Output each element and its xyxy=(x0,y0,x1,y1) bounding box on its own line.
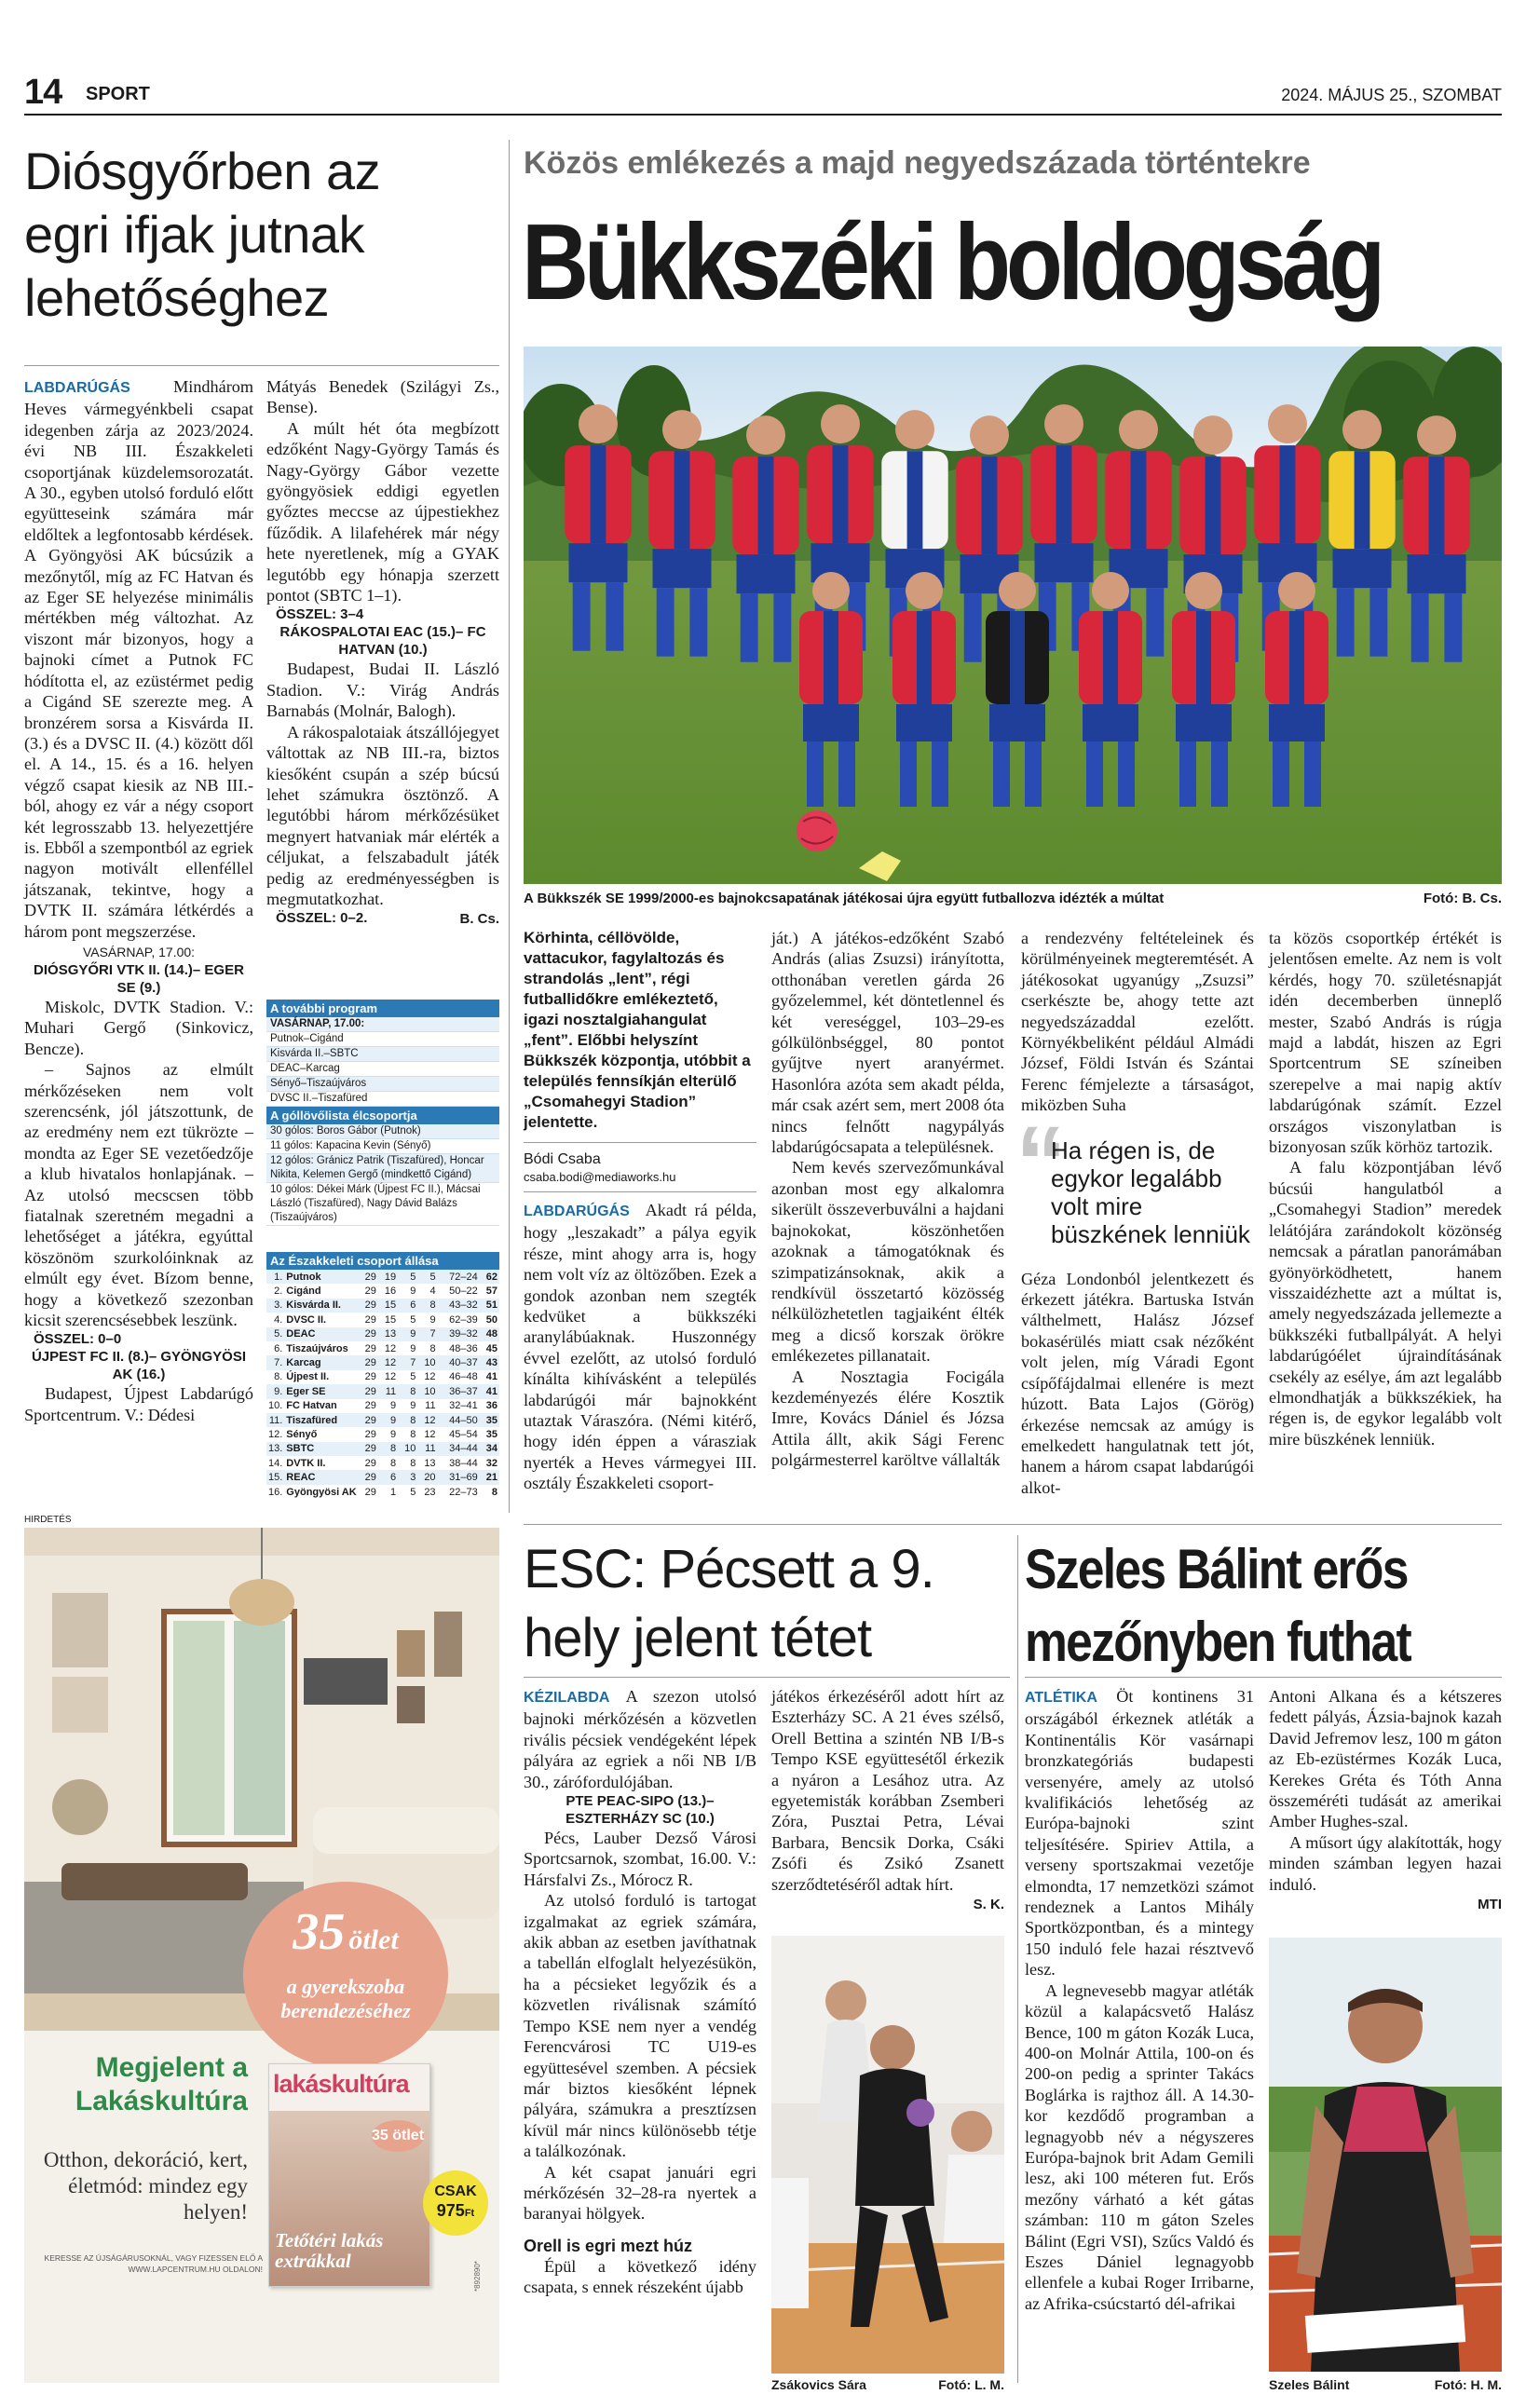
goals: 48–36 xyxy=(449,1342,478,1354)
points: 21 xyxy=(485,1472,497,1484)
author-email: csaba.bodi@mediaworks.hu xyxy=(524,1170,676,1184)
position: 9. xyxy=(274,1385,283,1397)
ad-badge-word: ötlet xyxy=(348,1925,399,1955)
standings-row xyxy=(266,1327,499,1341)
magazine-badge: 35 ötlet xyxy=(372,2120,424,2152)
ad-badge-sub: a gyerekszoba berendezéséhez xyxy=(280,1975,411,2022)
played: 29 xyxy=(364,1371,376,1383)
goals: 45–54 xyxy=(449,1428,478,1440)
team-name: Karcag xyxy=(286,1357,321,1369)
paragraph: Pécs, Lauber Dezső Városi Sportcsarnok, szombat, 16.00. V.: Hársfalvi Zs., Mórocz R. xyxy=(524,1829,756,1889)
program-box xyxy=(266,1000,499,1108)
played: 29 xyxy=(364,1357,376,1369)
left-article-col1 xyxy=(24,376,253,1425)
athlete-photo xyxy=(1269,1938,1502,2372)
standings-row xyxy=(266,1299,499,1313)
played: 29 xyxy=(364,1428,376,1440)
photo-credit: Fotó: B. Cs. xyxy=(1423,891,1502,906)
issue-date: 2024. MÁJUS 25., SZOMBAT xyxy=(1281,86,1502,104)
position: 7. xyxy=(274,1357,283,1369)
team-name: Sényő xyxy=(286,1428,318,1440)
standings-row xyxy=(266,1370,499,1384)
points: 50 xyxy=(485,1313,497,1326)
esc-col1 xyxy=(524,1686,756,2298)
points: 35 xyxy=(485,1428,497,1440)
wins: 15 xyxy=(384,1299,397,1312)
position: 3. xyxy=(274,1299,283,1312)
main-title: Bükkszéki boldogság xyxy=(522,201,1381,322)
scorers-box-title: A góllövőlista élcsoportja xyxy=(266,1107,499,1124)
standings-row xyxy=(266,1413,499,1427)
standings-row xyxy=(266,1313,499,1326)
standings-box xyxy=(266,1252,499,1499)
position: 15. xyxy=(268,1472,283,1484)
played: 29 xyxy=(364,1486,376,1498)
handball-photo xyxy=(771,1936,1004,2374)
position: 4. xyxy=(274,1313,283,1326)
standings-row xyxy=(266,1270,499,1284)
rubric-kezilabda: KÉZILABDA xyxy=(524,1690,610,1706)
position: 14. xyxy=(268,1457,283,1469)
paragraph: A legnevesebb magyar atléták közül a kalapácsvető Halász Bence, 100 m gáton Kozák Luca, 400-on Molnár Attila, 100-on és 200-on pedig a sprinter Takács Boglárka is rajthoz áll. A 14.30-kor kezdődő programban a legnagyobb név a négyszeres Európa-bajnok brit Adam Gemili lesz, aki 100 méteren fut. Erős mezőny várható a két gátas számban: 110 m gáton Szeles Bálint (Egri VSI), Szűcs Valdó és Eszes Dániel legnagyobb ellenfele a kubai Roger Irribarne, az Afrika-csúcstartó dél-afrikai xyxy=(1025,1980,1254,2313)
team-name: Putnok xyxy=(286,1271,321,1283)
price-currency: Ft xyxy=(464,2208,475,2219)
ad-headline: Megjelent a Lakáskultúra xyxy=(75,2052,248,2116)
rubric-atletika: ATLÉTIKA xyxy=(1025,1690,1097,1706)
column-rule xyxy=(509,140,510,1513)
played: 29 xyxy=(364,1414,376,1426)
goals: 36–37 xyxy=(449,1385,478,1397)
goals: 32–41 xyxy=(449,1400,478,1412)
esc-title-rule xyxy=(524,1677,1010,1678)
goals: 50–22 xyxy=(449,1286,478,1298)
wins: 15 xyxy=(384,1313,397,1326)
played: 29 xyxy=(364,1342,376,1354)
standings-row xyxy=(266,1284,499,1298)
pull-quote-text: Ha régen is, de egykor legalább volt mire büszkének lenniük xyxy=(1051,1136,1250,1248)
main-col1 xyxy=(524,928,756,1494)
wins: 12 xyxy=(384,1342,397,1354)
wins: 9 xyxy=(390,1414,397,1426)
position: 11. xyxy=(268,1414,283,1426)
draws: 5 xyxy=(410,1313,416,1326)
paragraph: ta közös csoportkép értékét is jelentősen emelte. Az nem is volt kérdés, hogy 70. születésnapját idén decemberben ünneplő mester, Szabó András is rúgja majd a labdát, hiszen az Egri Sportcentrum SE színeiben szerepelve a mai napig aktív labdarúgónak számít. Ezzel országos viszonylatban is bizonyosan szűk körhöz tartozik. xyxy=(1269,929,1502,1157)
paragraph: Épül a következő idény csapata, s ennek részeként újabb xyxy=(524,2256,756,2297)
caption-text: A Bükkszék SE 1999/2000-es bajnokcsapatának játékosai újra együtt futballozva idézték a múltat xyxy=(524,891,1165,906)
author-signature: B. Cs. xyxy=(459,911,499,928)
szeles-col1 xyxy=(1025,1686,1254,2314)
position: 8. xyxy=(274,1371,283,1383)
goals: 34–44 xyxy=(449,1443,478,1455)
paragraph: Budapest, Újpest Labdarúgó Sportcentrum. V.: Dédesi xyxy=(24,1384,253,1424)
position: 10. xyxy=(268,1400,283,1412)
goals: 38–44 xyxy=(449,1457,478,1469)
losses: 11 xyxy=(425,1443,436,1455)
main-col4 xyxy=(1269,928,1502,1449)
draws: 9 xyxy=(410,1286,416,1298)
ad-badge-number: 35 xyxy=(293,1903,346,1961)
author-rule xyxy=(524,1191,756,1192)
main-col2 xyxy=(771,928,1004,1471)
wins: 8 xyxy=(390,1457,397,1469)
paragraph: Akadt rá példa, hogy „leszakadt” a pálya egyik része, mint ahogy arra is, hogy nem volt víz az öltözőben. Ezek a gondok azonban nem szegték kedvüket a bükkszéki aranylábúaknak. Huszonnégy évvel ezelőtt, az utolsó forduló kínálta kihívásként a település labdarúgói már bajnokként utaztak Váraszóra. (Némi kitérő, hogy idén éppen a várasziak nyerték a Heves vármegyei III. osztály Északkeleti csoport- xyxy=(524,1201,757,1493)
program-line: VASÁRNAP, 17.00: xyxy=(266,1017,499,1032)
goals: 62–39 xyxy=(449,1313,478,1326)
esc-title: ESC: Pécsett a 9. hely jelent tétet xyxy=(524,1539,934,1668)
team-name: Kisvárda II. xyxy=(286,1299,341,1312)
standings-row xyxy=(266,1427,499,1441)
points: 36 xyxy=(485,1400,497,1412)
paragraph: A szezon utolsó bajnoki mérkőzésén a közvetlen rivális pécsiek vendégeként lépek pályára az egriek a női NB I/B 30., zárófordulójában. xyxy=(524,1687,756,1791)
program-line: DVSC II.–Tiszafüred xyxy=(266,1092,499,1107)
price-label: CSAK xyxy=(434,2184,477,2199)
program-line: Sényő–Tiszaújváros xyxy=(266,1077,499,1092)
points: 48 xyxy=(485,1328,497,1340)
team-name: Újpest II. xyxy=(286,1371,330,1383)
rubric-labdarugas: LABDARÚGÁS xyxy=(24,380,130,396)
goals: 46–48 xyxy=(449,1371,478,1383)
standings-table xyxy=(266,1270,499,1499)
goals: 22–73 xyxy=(449,1486,478,1498)
photo-credit: Fotó: L. M. xyxy=(938,2377,1004,2392)
team-name: REAC xyxy=(286,1472,316,1484)
goals: 31–69 xyxy=(449,1472,478,1484)
magazine-cover-text: Tetőtéri lakás extrákkal xyxy=(275,2229,384,2272)
team-name: DVSC II. xyxy=(286,1313,327,1326)
team-name: Cigánd xyxy=(286,1286,321,1298)
draws: 6 xyxy=(410,1299,416,1312)
lead-rule xyxy=(524,1142,756,1143)
paragraph: Budapest, Budai II. László Stadion. V.: Virág András Barnabás (Molnár, Balogh). xyxy=(266,660,499,721)
draws: 10 xyxy=(404,1443,416,1455)
position: 12. xyxy=(268,1428,283,1440)
points: 62 xyxy=(485,1271,497,1283)
match-heading: DIÓSGYŐRI VTK II. (14.)– EGER SE (9.) xyxy=(34,961,244,996)
author-signature: S. K. xyxy=(973,1897,1004,1913)
program-line: DEAC–Karcag xyxy=(266,1062,499,1077)
losses: 12 xyxy=(424,1428,436,1440)
draws: 8 xyxy=(410,1428,416,1440)
team-name: Eger SE xyxy=(286,1385,326,1397)
ad-label: HIRDETÉS xyxy=(24,1515,72,1525)
page-number: 14 xyxy=(24,73,62,112)
pull-quote xyxy=(1015,1105,1254,1248)
points: 43 xyxy=(485,1357,497,1369)
advertisement[interactable] xyxy=(24,1528,499,2383)
draws: 9 xyxy=(410,1328,416,1340)
points: 41 xyxy=(485,1385,497,1397)
losses: 12 xyxy=(424,1371,436,1383)
losses: 7 xyxy=(429,1328,436,1340)
left-article-title: Diósgyőrben az egri ifjak jutnak lehetőséghez xyxy=(24,142,381,327)
paragraph: Mátyás Benedek (Szilágyi Zs., Bense). xyxy=(266,377,499,417)
price-value: 975 xyxy=(436,2201,465,2220)
goals: 43–32 xyxy=(449,1299,478,1312)
draws: 5 xyxy=(410,1371,416,1383)
position: 2. xyxy=(274,1286,283,1298)
standings-row xyxy=(266,1399,499,1413)
match-score: ÖSSZEL: 0–2. xyxy=(276,910,368,927)
program-line: Kisvárda II.–SBTC xyxy=(266,1047,499,1062)
losses: 10 xyxy=(424,1357,436,1369)
wins: 9 xyxy=(390,1400,397,1412)
goals: 44–50 xyxy=(449,1414,478,1426)
match-heading: RÁKOSPALOTAI EAC (15.)– FC HATVAN (10.) xyxy=(279,624,486,659)
wins: 11 xyxy=(385,1385,397,1397)
team-name: Gyöngyösi AK xyxy=(286,1486,357,1498)
played: 29 xyxy=(364,1385,376,1397)
wins: 9 xyxy=(390,1428,397,1440)
paragraph: A múlt hét óta megbízott edzőként Nagy-György Tamás és Nagy-György Gábor vezette gyöngyösiek eddigi egyetlen győztes meccse az újpestiekhez fűződik. A lilafehérek már négy hete nyeretlenek, míg a GYAK legutóbb egy hónapja szerzett pontot (SBTC 1–1). xyxy=(266,418,499,605)
losses: 5 xyxy=(429,1271,436,1283)
ad-subheadline: Otthon, dekoráció, kert, életmód: mindez egy helyen! xyxy=(43,2148,248,2224)
wins: 6 xyxy=(390,1472,397,1484)
losses: 12 xyxy=(424,1414,436,1426)
team-photo xyxy=(524,347,1502,884)
goals: 39–32 xyxy=(449,1328,478,1340)
paragraph: Nem kevés szervezőmunkával azonban most egy alkalomra sikerült összeverbuválni a hajdani bajnokokat, köszönhetően azoknak a támogatóknak és szimpatizánsoknak, akik a rendkívül összetartó közösség nélkülözhetetlen tagjaiként élték meg a dicső korszak örökre emlékezetes pillanatait. xyxy=(771,1158,1004,1366)
paragraph: Antoni Alkana és a kétszeres fedett pályás, Ázsia-bajnok kazah David Jefremov lesz, 100 m gáton az Eb-ezüstérmes Kozák Luca, Kerekes Gréta és Tóth Anna összeméréti tudását az amerikai Amber Hughes-szal. xyxy=(1269,1687,1502,1831)
points: 32 xyxy=(485,1457,497,1469)
standings-row xyxy=(266,1456,499,1470)
esc-subhead: Orell is egri mezt húz xyxy=(524,2236,693,2255)
points: 51 xyxy=(485,1299,497,1312)
header-rule xyxy=(24,114,1502,116)
position: 16. xyxy=(268,1486,283,1498)
wins: 8 xyxy=(390,1443,397,1455)
match-heading: PTE PEAC-SIPO (13.)– ESZTERHÁZY SC (10.) xyxy=(565,1793,715,1828)
rubric-labdarugas: LABDARÚGÁS xyxy=(524,1204,630,1219)
points: 34 xyxy=(485,1443,497,1455)
standings-row xyxy=(266,1384,499,1398)
caption-text: Szeles Bálint xyxy=(1269,2377,1350,2392)
standings-row xyxy=(266,1470,499,1484)
paragraph: ját.) A játékos-edzőként Szabó András (alias Zsuzsi) irányította, otthonában veretlen gárda 26 győzelemmel, két döntetlennel és két vereséggel, 103–29-es gólkülönbséggel, 80 pontot gyűjtve nyert aranyérmet. Hasonlóra azóta sem akadt példa, már csak azért sem, mert 2008 óta nincs felnőtt nagypályás labdarúgócsapata a településnek. xyxy=(771,929,1004,1157)
losses: 11 xyxy=(425,1400,436,1412)
losses: 8 xyxy=(429,1299,436,1312)
wins: 12 xyxy=(384,1371,397,1383)
scorer-line: 30 gólos: Boros Gábor (Putnok) xyxy=(266,1124,499,1139)
scorer-line: 11 gólos: Kapacina Kevin (Sényő) xyxy=(266,1139,499,1154)
quote-mark-icon: “ xyxy=(1015,1105,1067,1220)
team-name: Tiszafüred xyxy=(286,1414,338,1426)
wins: 1 xyxy=(390,1486,397,1498)
szeles-col2 xyxy=(1269,1686,1502,1915)
standings-row xyxy=(266,1355,499,1369)
author-name: Bódi Csaba xyxy=(524,1151,601,1167)
paragraph: Öt kontinens 31 országából érkeznek atléták a Kontinentális Kör vasárnapi bronzkategóriás budapesti versenyére, amely az utolsó kvalifikációs lehetőség az Európa-bajnoki szint teljesítésére. Spiriev Attila, a verseny sportszakmai vezetője elmondta, 17 nemzetközi számot rendeznek a Lantos Mihály Sportközpontban, és a mintegy 150 induló fele hazai résztvevő lesz. xyxy=(1025,1687,1254,1979)
draws: 8 xyxy=(410,1414,416,1426)
ad-badge xyxy=(243,1882,448,2068)
ad-fineprint: KERESSE AZ ÚJSÁGÁRUSOKNÁL, VAGY FIZESSEN ELŐ A WWW.LAPCENTRUM.HU OLDALON! xyxy=(44,2253,263,2274)
goals: 40–37 xyxy=(449,1357,478,1369)
goals: 72–24 xyxy=(449,1271,478,1283)
position: 13. xyxy=(268,1443,283,1455)
photo-credit: Fotó: H. M. xyxy=(1434,2377,1502,2392)
match-heading: ÚJPEST FC II. (8.)– GYÖNGYÖSI AK (16.) xyxy=(31,1349,247,1383)
price-badge xyxy=(423,2170,488,2236)
program-line: Putnok–Cigánd xyxy=(266,1032,499,1047)
losses: 4 xyxy=(429,1286,436,1298)
draws: 3 xyxy=(410,1472,416,1484)
match-time: VASÁRNAP, 17.00: xyxy=(82,944,196,959)
lead-paragraph: Körhinta, céllövölde, vattacukor, fagylaltozás és strandolás „lent”, régi futballidőkre emlékeztető, igazi nosztalgiahangulat „fent”. Előbbi helyszínt Bükkszék központja, utóbbit a település fennsíkján elterülő „Csomahegyi Stadion” jelentette. xyxy=(524,929,751,1131)
points: 41 xyxy=(485,1371,497,1383)
standings-row xyxy=(266,1442,499,1456)
paragraph: a rendezvény feltételeinek és körülményeinek megteremtését. A játékosokat ugyanúgy „Zsuzsi” cserkészte be, ahogy tette azt negyedszázaddal ezelőtt. Környékbeliként például Almádi József, Földi István és Szántai Ferenc fémjelezte a társaságot, miközben Suha xyxy=(1021,929,1254,1115)
played: 29 xyxy=(364,1400,376,1412)
team-name: Tiszaújváros xyxy=(286,1342,348,1354)
szeles-title: Szeles Bálint erős mezőnyben futhat xyxy=(1025,1538,1410,1673)
losses: 13 xyxy=(424,1457,436,1469)
scorer-line: 12 gólos: Gránicz Patrik (Tiszafüred), Honcar Nikita, Kelemen Gergő (mindkettő Cigánd) xyxy=(266,1154,499,1183)
team-name: SBTC xyxy=(286,1443,315,1455)
paragraph: A Nosztagia Focigála kezdeményezés élére Kosztik Imre, Kovács Dániel és Józsa Attila állt, akik Sági Ferenc polgármesterrel karöltve vállalták xyxy=(771,1367,1004,1470)
paragraph: Géza Londonból jelentkezett és érkezett játékra. Bartuska István válthelmett, Halász József bokasérülés miatt csak nézőként volt jelen, míg Váradi Egont csípőfájdalmai ellenére is mezt húzott. Bata Lajos (Görög) érkezése nemcsak az amúgy is emelkedett hangulatnak tett jót, hanem a három csapat labdarúgói alkot- xyxy=(1021,1269,1254,1497)
team-name: FC Hatvan xyxy=(286,1400,337,1412)
points: 57 xyxy=(485,1286,497,1298)
team-name: DEAC xyxy=(286,1328,316,1340)
played: 29 xyxy=(364,1472,376,1484)
draws: 8 xyxy=(410,1457,416,1469)
standings-row xyxy=(266,1341,499,1355)
magazine-name: lakáskultúra xyxy=(273,2070,409,2098)
position: 5. xyxy=(274,1328,283,1340)
played: 29 xyxy=(364,1457,376,1469)
position: 6. xyxy=(274,1342,283,1354)
magazine-cover xyxy=(268,2063,430,2287)
scorers-box xyxy=(266,1107,499,1226)
column-rule xyxy=(1017,1535,1018,2383)
points: 35 xyxy=(485,1414,497,1426)
left-article-col2 xyxy=(266,376,499,931)
main-kicker: Közös emlékezés a majd negyedszázada történtekre xyxy=(524,145,1311,181)
played: 29 xyxy=(364,1443,376,1455)
losses: 10 xyxy=(424,1385,436,1397)
paragraph: Miskolc, DVTK Stadion. V.: Muhari Gergő (Sinkovicz, Bencze). xyxy=(24,997,253,1058)
paragraph: A két csapat januári egri mérkőzésén 32–28-ra nyertek a baranyai hölgyek. xyxy=(524,2162,756,2224)
points: 45 xyxy=(485,1342,497,1354)
draws: 9 xyxy=(410,1400,416,1412)
losses: 23 xyxy=(424,1486,436,1498)
standings-box-title: Az Északkeleti csoport állása xyxy=(266,1252,499,1270)
team-photo-caption xyxy=(524,891,1502,906)
szeles-title-rule xyxy=(1025,1677,1502,1678)
standings-row xyxy=(266,1485,499,1499)
paragraph: Mindhárom Heves vármegyénkbeli csapat idegenben zárja az 2023/2024. évi NB III. Északkeleti csoportjának küzdelemsorozatát. A 30., egyben utolsó forduló előtt együtteseink számára már eldőltek a legfontosabb kérdések. A Gyöngyösi AK búcsúzik a mezőnytől, míg az FC Hatvan és az Eger SE helyezése minimális mértékben még változhat. Az viszont már bizonyos, hogy a bajnoki címet a Putnok FC hódította el, az ezüstérmet pedig a Cigánd SE szerezte meg. A bronzérem sorsa a Kisvárda II. (3.) és a DVSC II. (4.) között dől el. A 14., 15. és a 16. helyen végző csapat kiesik az NB III.-ból, ahogy ez vár a négy csoport két legrosszabb 13. helyezettjére is. Ebből a szempontból az egriek nagyon motivált ellenféllel játszanak, tekintve, hogy a DVTK II. számára létkérdés a három pont megszerzése. xyxy=(24,377,253,941)
section-label: SPORT xyxy=(86,84,150,104)
draws: 9 xyxy=(410,1342,416,1354)
match-score: ÖSSZEL: 0–0 xyxy=(34,1331,122,1348)
wins: 16 xyxy=(384,1286,397,1298)
draws: 8 xyxy=(410,1385,416,1397)
scorer-line: 10 gólos: Dékei Márk (Újpest FC II.), Mácsai László (Tiszafüred), Nagy Dávid Balázs (Tiszaújváros) xyxy=(266,1183,499,1226)
paragraph: A műsort úgy alakították, hogy minden számban legyen hazai induló. xyxy=(1269,1832,1502,1894)
position: 1. xyxy=(274,1271,283,1283)
paragraph: játékos érkezéséről adott hírt az Eszterházy SC. A 21 éves szélső, Orell Bettina a szintén NB I/B-s Tempo KSE együttesétől érkezik a nyáron a Lesához utra. Az egyetemisták korábban Zsemberi Zóra, Pusztai Petra, Lévai Barbara, Bencsik Dorka, Csáki Zsófi és Zsikó Zsanett szerződtetéséről adtak hírt. xyxy=(771,1687,1004,1894)
played: 29 xyxy=(364,1313,376,1326)
paragraph: Az utolsó forduló is tartogat izgalmakat az egriek számára, akik abban az esetben javíthatnak a tabellán elfoglalt helyezésükön, ha a pécsieket legyőzik és a közvetlen riválisnak számító Tempo KSE nem nyer a vendég Ferencvárosi TC U19-es együttesével szemben. A pécsiek már biztos kiesőként lépnek pályára, számukra a presztízsen kívül már nincs különösebb tétje a találkozónak. xyxy=(524,1891,756,2161)
left-title-rule xyxy=(24,365,499,366)
played: 29 xyxy=(364,1328,376,1340)
played: 29 xyxy=(364,1286,376,1298)
handball-photo-caption xyxy=(771,2377,1004,2392)
athlete-photo-caption xyxy=(1269,2377,1502,2392)
author-signature: MTI xyxy=(1478,1897,1502,1913)
played: 29 xyxy=(364,1299,376,1312)
losses: 8 xyxy=(429,1342,436,1354)
caption-text: Zsákovics Sára xyxy=(771,2377,866,2392)
team-name: DVTK II. xyxy=(286,1457,326,1469)
points: 8 xyxy=(491,1486,497,1498)
wins: 12 xyxy=(384,1357,397,1369)
section-rule xyxy=(524,1524,1502,1525)
paragraph: A falu központjában lévő búcsúi hangulatból a „Csomahegyi Stadion” meredek lelátójára zarándokolt közönség nemcsak a páratlan panorámában gyönyörködhetett, hanem visszaidézhette azt a múltat is, amely negyedszázada jellemezte a bükkszéki futballpályát. A helyi labdarúgóélet újraindításának csekély az esélye, ám azt legalább elmondhatják a bükkszékiek, ha régen is, de egykor legalább volt mire büszkének lenniük. xyxy=(1269,1158,1502,1449)
program-box-title: A további program xyxy=(266,1000,499,1017)
paragraph: A rákospalotaiak átszállójegyet váltottak az NB III.-ra, biztos kiesőként csupán a szép búcsú lehet számukra ösztönző. A legutóbbi három mérkőzésüket megnyert hatvaniak már elérték a céljukat, a felszabadult játék pedig az eredményességben is megmutatkozhat. xyxy=(266,722,499,908)
wins: 19 xyxy=(384,1271,397,1283)
wins: 13 xyxy=(384,1328,397,1340)
main-col3 xyxy=(1015,928,1254,1498)
draws: 7 xyxy=(410,1357,416,1369)
losses: 20 xyxy=(424,1472,436,1484)
paragraph: – Sajnos az elmúlt mérkőzéseken nem volt szerencsénk, jól játszottunk, de az eredmény nem ezt tükrözte – mondta az Eger SE vezetőedzője a klub hivatalos honlapjának. – Az utolsó mecscsen több fiatalnak szeretném megadni a lehetőséget a játékra, egyúttal köszönöm szurkolóinknak az elmúlt egy évet. Bízom benne, hogy a következő szezonban kicsit szerencsésebbek leszünk. xyxy=(24,1060,253,1330)
esc-col2 xyxy=(771,1686,1004,1915)
ad-code: *892890* xyxy=(473,2261,482,2292)
draws: 5 xyxy=(410,1486,416,1498)
losses: 9 xyxy=(429,1313,436,1326)
draws: 5 xyxy=(410,1271,416,1283)
played: 29 xyxy=(364,1271,376,1283)
match-score: ÖSSZEL: 3–4 xyxy=(276,606,364,623)
